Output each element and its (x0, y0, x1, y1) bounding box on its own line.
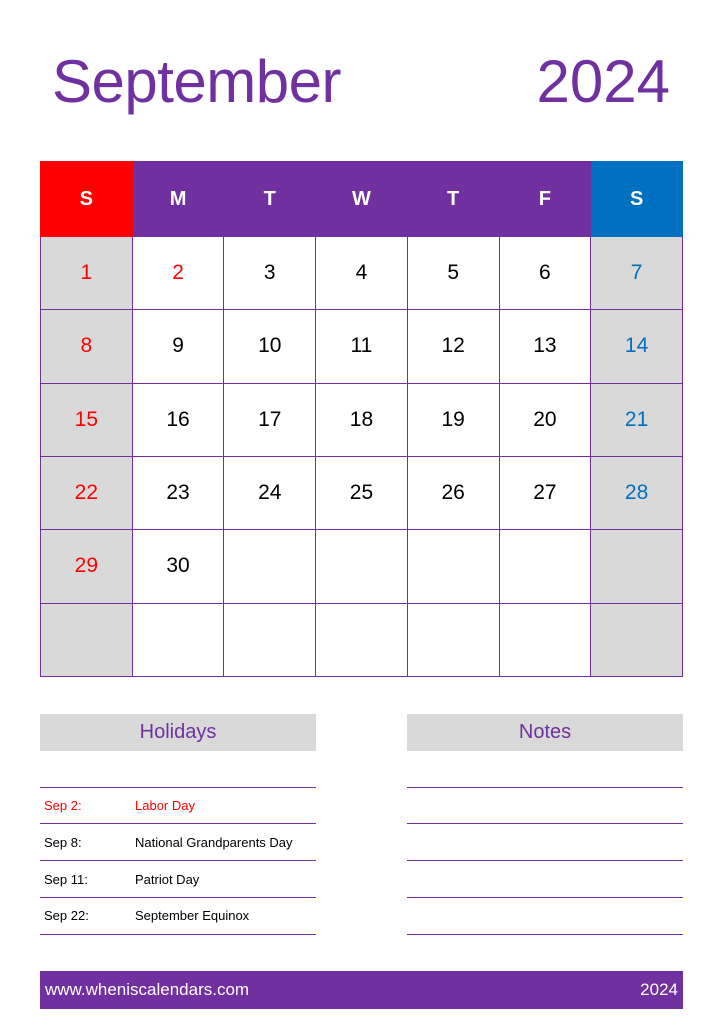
calendar-day-cell: 9 (132, 310, 224, 383)
weekday-tuesday: T (224, 162, 316, 237)
calendar-day-cell: 6 (499, 237, 591, 310)
calendar-day-cell: 7 (591, 237, 683, 310)
calendar-day-cell (224, 530, 316, 603)
calendar-grid (40, 161, 683, 677)
calendar-day-cell: 4 (316, 237, 408, 310)
calendar-day-cell: 20 (499, 383, 591, 456)
calendar-day-cell: 25 (316, 456, 408, 529)
holiday-name: Labor Day (135, 798, 195, 813)
notes-header: Notes (407, 714, 683, 751)
calendar-week-row (41, 310, 683, 383)
calendar-day-cell: 28 (591, 456, 683, 529)
holidays-header: Holidays (40, 714, 316, 751)
holiday-line (40, 860, 316, 861)
calendar-day-cell: 23 (132, 456, 224, 529)
weekday-sunday: S (41, 162, 133, 237)
calendar-day-cell (316, 530, 408, 603)
calendar-day-cell: 3 (224, 237, 316, 310)
calendar-day-cell (41, 603, 133, 676)
calendar-day-cell: 30 (132, 530, 224, 603)
holiday-line (40, 787, 316, 788)
weekday-thursday: T (407, 162, 499, 237)
calendar-day-cell (591, 603, 683, 676)
holiday-name: National Grandparents Day (135, 835, 293, 850)
calendar-day-cell (132, 603, 224, 676)
weekday-saturday: S (591, 162, 683, 237)
weekday-monday: M (132, 162, 224, 237)
calendar-day-cell: 2 (132, 237, 224, 310)
calendar-day-cell: 18 (316, 383, 408, 456)
calendar-day-cell: 10 (224, 310, 316, 383)
holiday-item (40, 833, 316, 853)
calendar-day-cell (407, 530, 499, 603)
year-title: 2024 (536, 48, 670, 115)
calendar-day-cell: 12 (407, 310, 499, 383)
weekday-header-row (41, 162, 683, 237)
holiday-date: Sep 11: (44, 872, 88, 887)
calendar-day-cell (591, 530, 683, 603)
calendar-day-cell: 11 (316, 310, 408, 383)
holiday-item (40, 906, 316, 926)
calendar-week-row (41, 237, 683, 310)
holiday-line (40, 823, 316, 824)
calendar-day-cell: 8 (41, 310, 133, 383)
calendar-day-cell (224, 603, 316, 676)
calendar-day-cell: 5 (407, 237, 499, 310)
calendar-day-cell: 19 (407, 383, 499, 456)
holiday-item (40, 796, 316, 816)
holiday-name: September Equinox (135, 908, 250, 923)
calendar-day-cell (499, 530, 591, 603)
calendar-week-row (41, 530, 683, 603)
calendar-day-cell: 15 (41, 383, 133, 456)
calendar-day-cell: 22 (41, 456, 133, 529)
calendar-day-cell (407, 603, 499, 676)
calendar-day-cell: 14 (591, 310, 683, 383)
calendar-week-row (41, 603, 683, 676)
holiday-line (40, 897, 316, 898)
holiday-date: Sep 2: (44, 798, 82, 813)
holiday-item (40, 870, 316, 890)
calendar-week-row (41, 383, 683, 456)
calendar-week-row (41, 456, 683, 529)
month-title: September (52, 48, 341, 115)
notes-line (407, 823, 683, 824)
calendar-day-cell (499, 603, 591, 676)
calendar-day-cell: 26 (407, 456, 499, 529)
calendar-day-cell: 27 (499, 456, 591, 529)
footer-website: www.wheniscalendars.com (45, 980, 250, 999)
calendar-day-cell: 13 (499, 310, 591, 383)
footer-year: 2024 (640, 980, 678, 999)
notes-line (407, 787, 683, 788)
calendar-day-cell: 17 (224, 383, 316, 456)
holiday-line (40, 934, 316, 935)
weekday-friday: F (499, 162, 591, 237)
holiday-date: Sep 8: (44, 835, 82, 850)
weekday-wednesday: W (316, 162, 408, 237)
calendar-day-cell (316, 603, 408, 676)
holiday-name: Patriot Day (135, 872, 200, 887)
notes-line (407, 860, 683, 861)
calendar-day-cell: 1 (41, 237, 133, 310)
footer-bar (40, 971, 683, 1009)
calendar-day-cell: 16 (132, 383, 224, 456)
calendar-day-cell: 21 (591, 383, 683, 456)
calendar-day-cell: 24 (224, 456, 316, 529)
calendar-body (41, 237, 683, 677)
holiday-date: Sep 22: (44, 908, 89, 923)
calendar-day-cell: 29 (41, 530, 133, 603)
notes-line (407, 897, 683, 898)
notes-line (407, 934, 683, 935)
